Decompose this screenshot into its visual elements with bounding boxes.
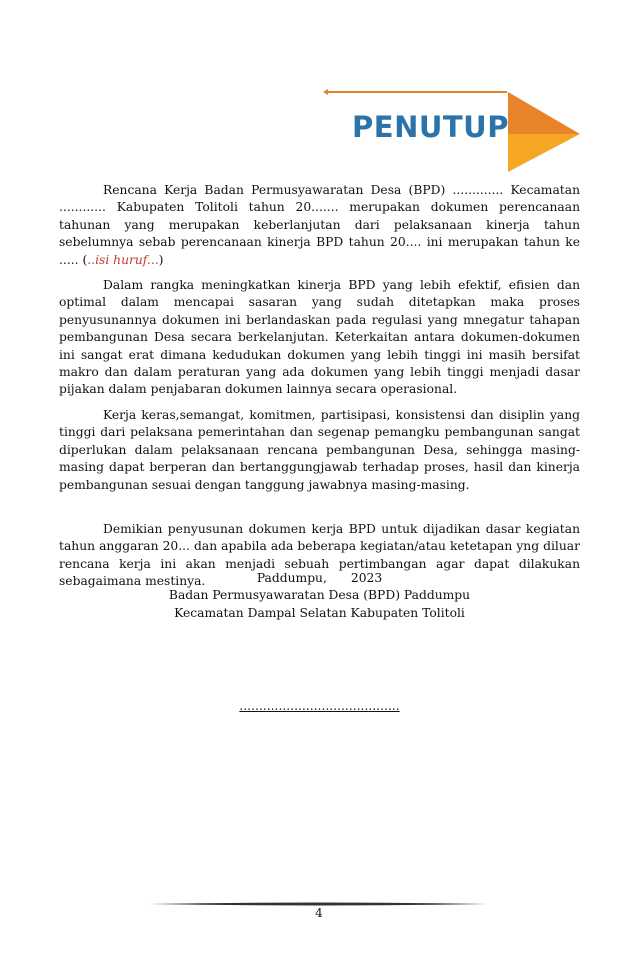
document-body [59,182,580,599]
signature-place-date [59,570,580,587]
signature-block [59,570,580,622]
paragraph-1 [59,182,580,269]
arrow-left-icon [323,89,328,95]
signature-region: Kecamatan Dampal Selatan Kabupaten Tolitoli [174,605,465,620]
signature-org: Badan Permusyawaratan Desa (BPD) Paddumpu [168,588,471,603]
signature-year: 2023 [350,571,383,585]
paragraph-1-text: Rencana Kerja Badan Permusyawaratan Desa (BPD) ............. Kecamatan ............ Kabupaten Tolitoli tahun 20....... merupakan dokumen perencanaan tahunan yang merupakan keberlanjutan dari pelaksanaan kinerja tahun sebelumnya sebab perencanaan kinerja BPD tahun 20.... ini merupakan tahun ke ..... ( [59,183,580,267]
triangle-dark [508,92,580,134]
paragraph-4: Demikian penyusunan dokumen kerja BPD untuk dijadikan dasar kegiatan tahun anggaran 20... dan apabila ada beberapa kegiatan/atau ketetapan yng diluar rencana kerja ini akan menjadi sebuah pertimbangan agar dapat dilakukan sebagaimana mestinya. [59,521,580,589]
paragraph-3: Kerja keras,semangat, komitmen, partisipasi, konsistensi dan disiplin yang tinggi dari pelaksana pemerintahan dan segenap pemangku pembangunan sangat diperlukan dalam pelaksanaan rencana pembangunan Desa, sehingga masing-masing dapat berperan dan bertanggungjawab terhadap proses, hasil dan kinerja pembangunan sesuai dengan tanggung jawabnya masing-masing. [59,407,580,492]
signature-name-placeholder: ......................................... [239,699,400,713]
page-title: PENUTUP [352,110,509,144]
fill-in-note: ..isi huruf... [87,252,159,267]
signature-place: Paddumpu, [256,571,327,585]
signature-name-line [59,698,580,715]
paragraph-1-close: ) [158,252,164,267]
paragraph-2: Dalam rangka meningkatkan kinerja BPD yang lebih efektif, efisien dan optimal dalam mencapai sasaran yang sudah ditetapkan maka proses penyusunannya dokumen ini berlandaskan pada regulasi yang mnegatur tahapan pembangunan Desa secara berkelanjutan. Keterkaitan antara dokumen-dokumen ini sangat erat dimana kedudukan dokumen yang lebih tinggi ini masih bersifat makro dan dalam peraturan yang ada dokumen yang lebih tinggi menjadi dasar pijakan dalam penjabaran dokumen lainnya secara operasional. [59,278,580,397]
triangle-graphic [508,92,580,172]
header-line [327,91,507,93]
triangle-light [508,134,580,172]
page-number: 4 [315,906,323,920]
